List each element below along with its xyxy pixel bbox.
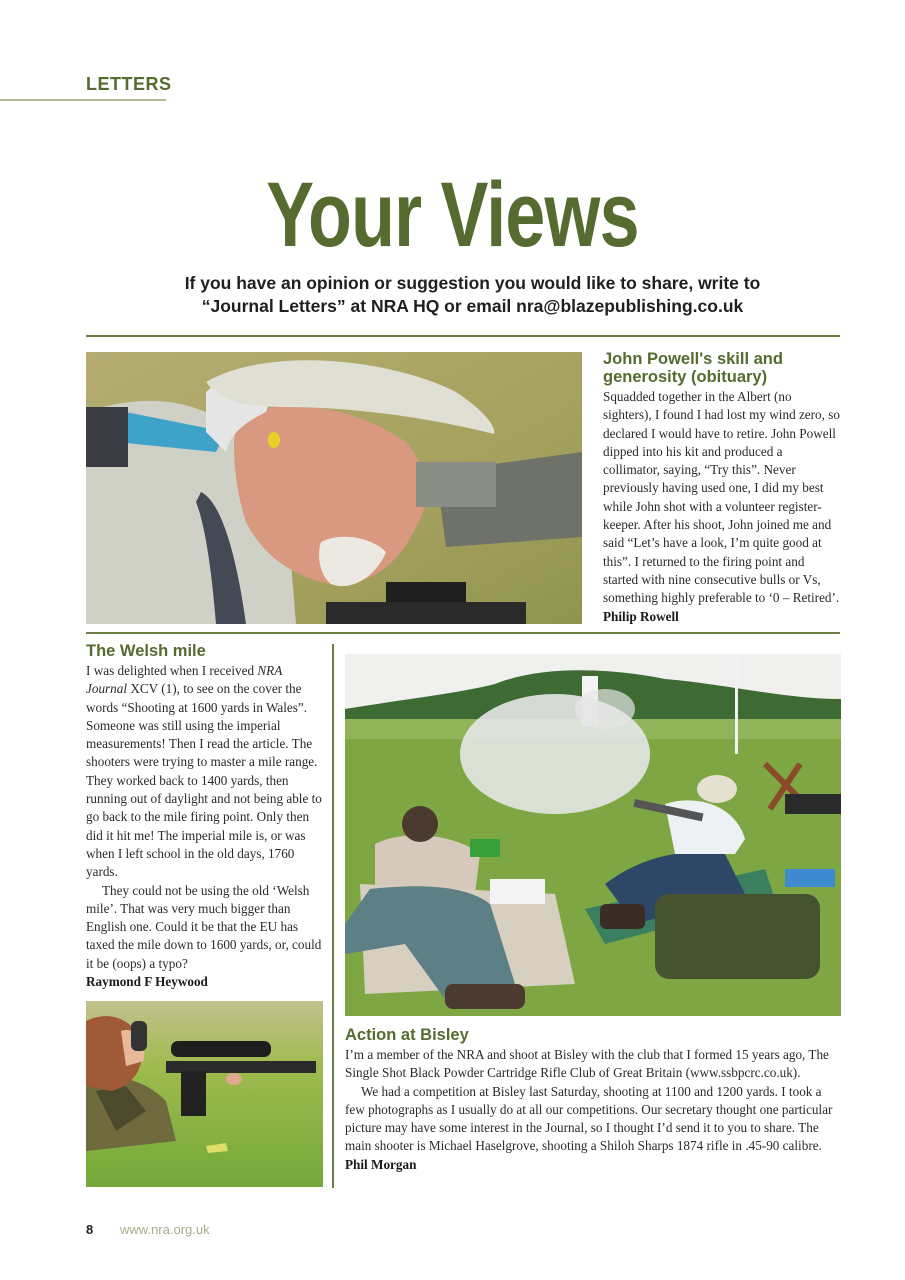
photo-john-powell	[86, 352, 582, 624]
article-title-welsh-mile: The Welsh mile	[86, 642, 206, 660]
footer-url[interactable]: www.nra.org.uk	[120, 1222, 210, 1237]
photo-black-powder-shooters-icon	[345, 654, 841, 1016]
article-body-john-powell	[603, 388, 841, 626]
section-label: LETTERS	[86, 74, 172, 94]
article-signature: Raymond F Heywood	[86, 974, 208, 990]
article-body-welsh-mile	[86, 662, 324, 991]
article-body-action-at-bisley	[345, 1046, 841, 1174]
article-signature: Philip Rowell	[603, 608, 679, 624]
top-divider	[86, 335, 840, 337]
journal-title: NRA Journal	[86, 663, 283, 697]
article-title-john-powell: John Powell's skill and generosity (obituary)	[603, 350, 783, 386]
section-rule	[0, 99, 166, 101]
intro-text	[110, 272, 835, 318]
intro-line-2: “Journal Letters” at NRA HQ or email nra@blazepublishing.co.uk	[201, 296, 744, 316]
article-signature: Phil Morgan	[345, 1156, 417, 1172]
article-paragraph: I was delighted when I received NRA Journal XCV (1), to see on the cover the words “Shooting at 1600 yards in Wales”. Someone was still using the imperial measurements! Then I read the article. The shooters were trying to master a mile range. They worked back to 1400 yards, then running out of daylight and not being able to go back to the mile firing point. Only then did it hit me! The imperial mile is, or was when I left school in the old days, 1760 yards.	[86, 663, 322, 880]
middle-divider	[86, 632, 840, 634]
photo-bisley-shooters	[345, 654, 841, 1016]
article-paragraph: They could not be using the old ‘Welsh mile’. That was very much bigger than English one. Could it be that the EU has taxed the mile down to 1600 yards, or, could it be (oops) a typo?	[86, 882, 322, 971]
page-title: Your Views	[266, 164, 639, 266]
article-paragraph: Squadded together in the Albert (no sighters), I found I had lost my wind zero, so declared I would have to retire. John Powell dipped into his kit and produced a collimator, saying, “Try this”. Never previously having used one, I did my best while John shot with a volunteer register-keeper. After his shoot, John joined me and said “Let’s have a look, I’m quite good at this”. I returned to the firing point and started with nine consecutive bulls or Vs, something highly preferable to ‘0 – Retired’.	[603, 389, 840, 606]
intro-line-1: If you have an opinion or suggestion you would like to share, write to	[184, 273, 761, 293]
article-paragraph: We had a competition at Bisley last Saturday, shooting at 1100 and 1200 yards. I took a few photographs as I usually do at all our competitions. Our secretary thought one particular picture may have some interest in the Journal, so I thought I’d send it to you to share. The main shooter is Michael Haselgrove, shooting a Shiloh Sharps 1874 rifle in .45-90 calibre.	[345, 1083, 833, 1154]
article-paragraph: I’m a member of the NRA and shoot at Bisley with the club that I formed 15 years ago, The Single Shot Black Powder Cartridge Rifle Club of Great Britain (www.ssbpcrc.co.uk).	[345, 1047, 829, 1081]
photo-young-shooter	[86, 1001, 323, 1187]
article-title-action-at-bisley: Action at Bisley	[345, 1026, 469, 1044]
photo-young-shooter-icon	[86, 1001, 323, 1187]
column-divider	[332, 644, 334, 1188]
photo-older-man-aiming-icon	[86, 352, 582, 624]
page-number: 8	[86, 1222, 94, 1237]
